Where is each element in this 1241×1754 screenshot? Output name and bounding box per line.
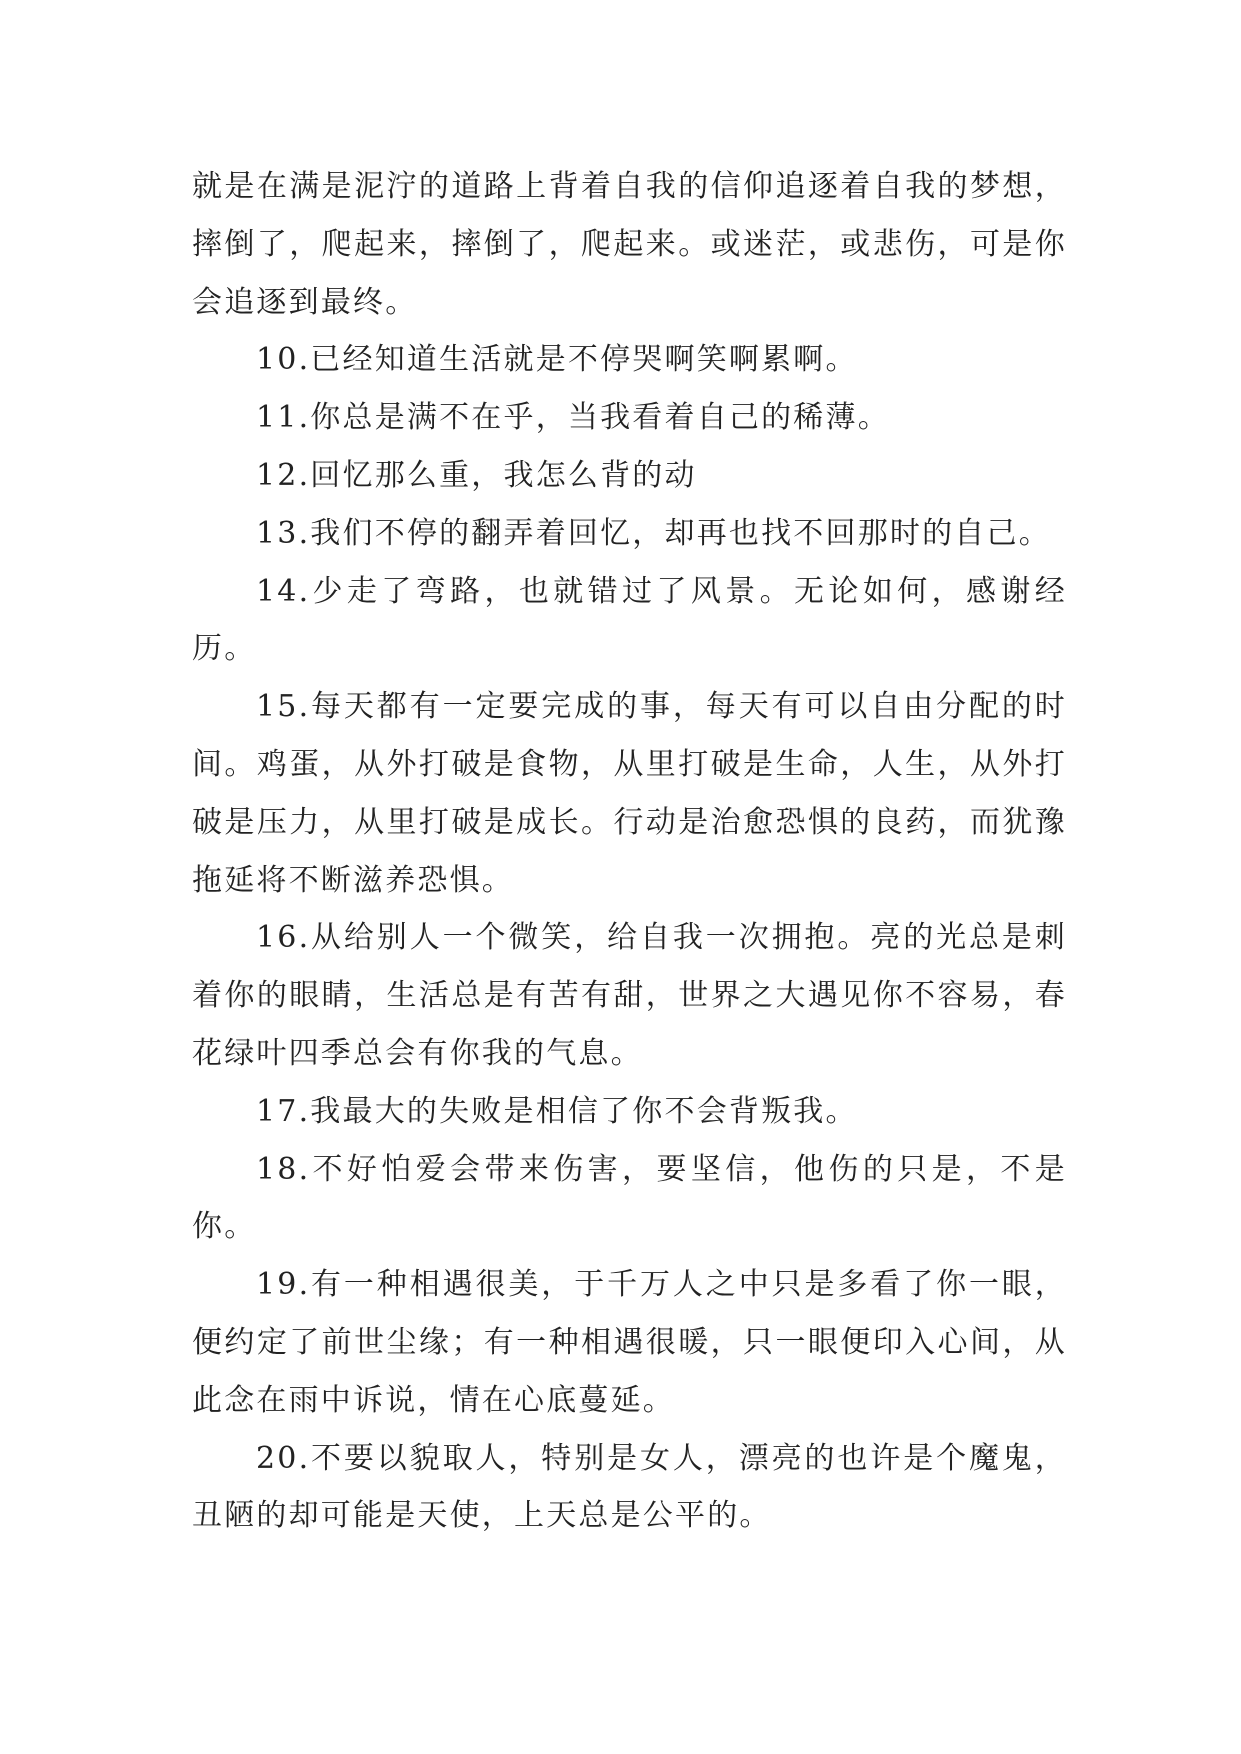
paragraph-item-16: 16.从给别人一个微笑，给自我一次拥抱。亮的光总是刺着你的眼睛，生活总是有苦有甜，世界之大遇见你不容易，春花绿叶四季总会有你我的气息。 <box>192 920 1067 1071</box>
paragraph-item-17: 17.我最大的失败是相信了你不会背叛我。 <box>256 1093 858 1129</box>
paragraph-item-10: 10.已经知道生活就是不停哭啊笑啊累啊。 <box>256 342 858 378</box>
paragraph-item-13: 13.我们不停的翻弄着回忆，却再也找不回那时的自己。 <box>256 515 1051 551</box>
paragraph-item-11: 11.你总是满不在乎，当我看着自己的稀薄。 <box>256 400 890 436</box>
paragraph-continuation: 就是在满是泥泞的道路上背着自我的信仰追逐着自我的梦想，摔倒了，爬起来，摔倒了，爬起来。或迷茫，或悲伤，可是你会追逐到最终。 <box>192 169 1067 320</box>
paragraph-item-19: 19.有一种相遇很美，于千万人之中只是多看了你一眼，便约定了前世尘缘；有一种相遇很暖，只一眼便印入心间，从此念在雨中诉说，情在心底蔓延。 <box>192 1267 1067 1418</box>
paragraph-item-15: 15.每天都有一定要完成的事，每天有可以自由分配的时间。鸡蛋，从外打破是食物，从里打破是生命，人生，从外打破是压力，从里打破是成长。行动是治愈恐惧的良药，而犹豫拖延将不断滋养恐惧。 <box>192 689 1067 898</box>
document-body <box>192 158 1067 1545</box>
paragraph-item-18: 18.不好怕爱会带来伤害，要坚信，他伤的只是，不是你。 <box>192 1151 1067 1245</box>
paragraph-item-14: 14.少走了弯路，也就错过了风景。无论如何，感谢经历。 <box>192 573 1067 667</box>
paragraph-item-12: 12.回忆那么重，我怎么背的动 <box>256 457 697 493</box>
paragraph-item-20: 20.不要以貌取人，特别是女人，漂亮的也许是个魔鬼，丑陋的却可能是天使，上天总是公平的。 <box>192 1440 1067 1534</box>
